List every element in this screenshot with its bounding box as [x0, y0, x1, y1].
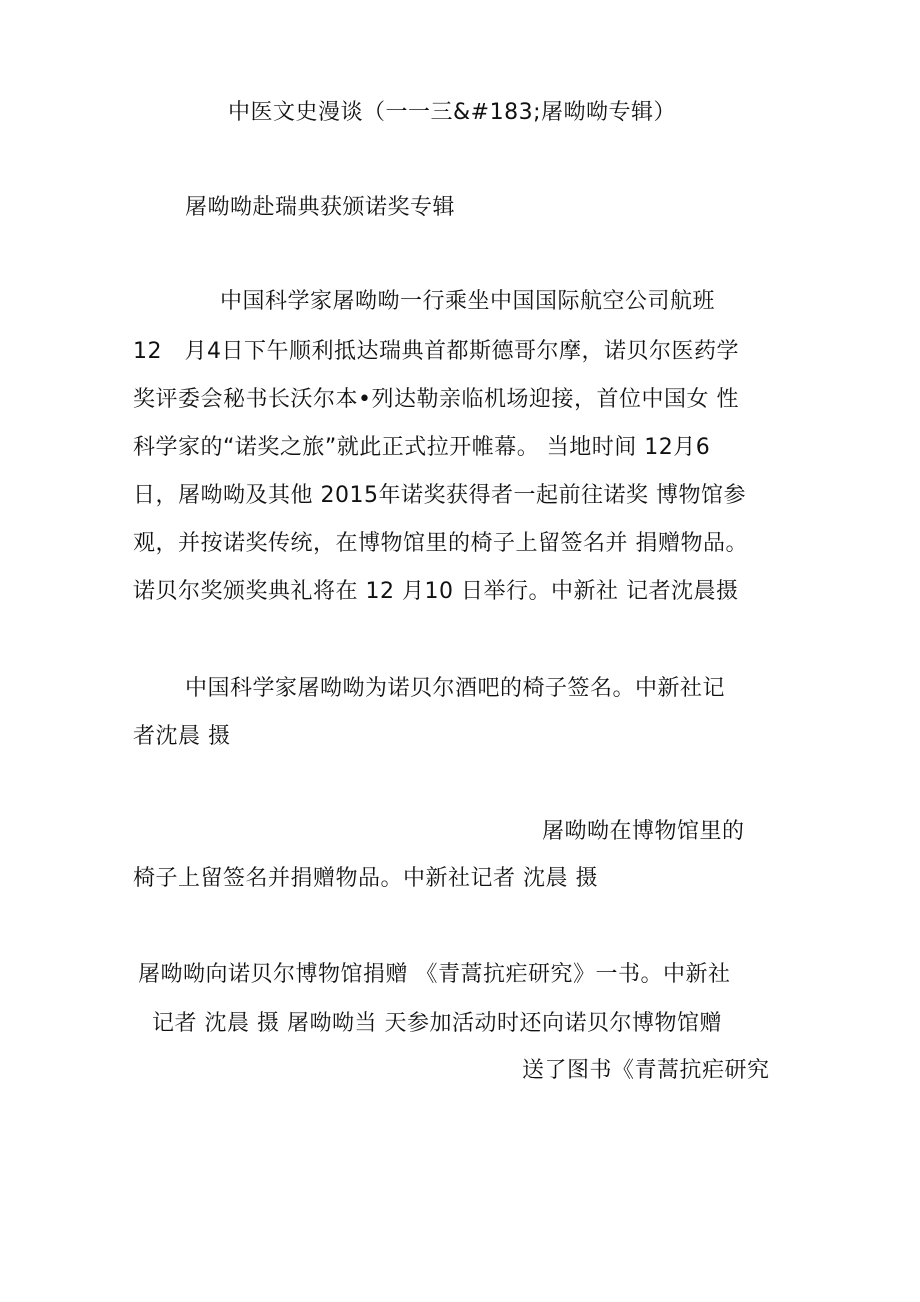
paragraph-line: 诺贝尔奖颁奖典礼将在 12 月10 日举行。中新社 记者沈晨摄 [133, 579, 739, 604]
caption-line: 记者 沈晨 摄 屠呦呦当 天参加活动时还向诺贝尔博物馆赠 [152, 1011, 722, 1036]
caption-line: 中国科学家屠呦呦为诺贝尔酒吧的椅子签名。中新社记 [185, 676, 726, 701]
paragraph-line: 12 月4日下午顺利抵达瑞典首都斯德哥尔摩，诺贝尔医药学 [133, 339, 739, 364]
paragraph-line: 中国科学家屠呦呦一行乘坐中国国际航空公司航班 [220, 289, 716, 314]
caption-line: 者沈晨 摄 [133, 724, 231, 749]
paragraph-line: 观，并按诺奖传统，在博物馆里的椅子上留签名并 捐赠物品。 [133, 531, 748, 556]
caption-line: 屠呦呦在博物馆里的 [542, 819, 745, 844]
paragraph-line: 日，屠呦呦及其他 2015年诺奖获得者一起前往诺奖 博物馆参 [133, 483, 746, 508]
paragraph-line: 奖评委会秘书长沃尔本•列达勒亲临机场迎接，首位中国女 性 [133, 387, 739, 412]
caption-line: 送了图书《青蒿抗疟研究 [522, 1058, 770, 1083]
caption-line: 椅子上留签名并捐赠物品。中新社记者 沈晨 摄 [133, 866, 598, 891]
paragraph-line: 科学家的“诺奖之旅”就此正式拉开帷幕。 当地时间 12月6 [133, 435, 711, 460]
document-subtitle: 屠呦呦赴瑞典获颁诺奖专辑 [185, 195, 456, 220]
document-title: 中医文史漫谈（一一三&#183;屠呦呦专辑） [228, 100, 676, 125]
caption-line: 屠呦呦向诺贝尔博物馆捐赠 《青蒿抗疟研究》一书。中新社 [138, 962, 731, 987]
